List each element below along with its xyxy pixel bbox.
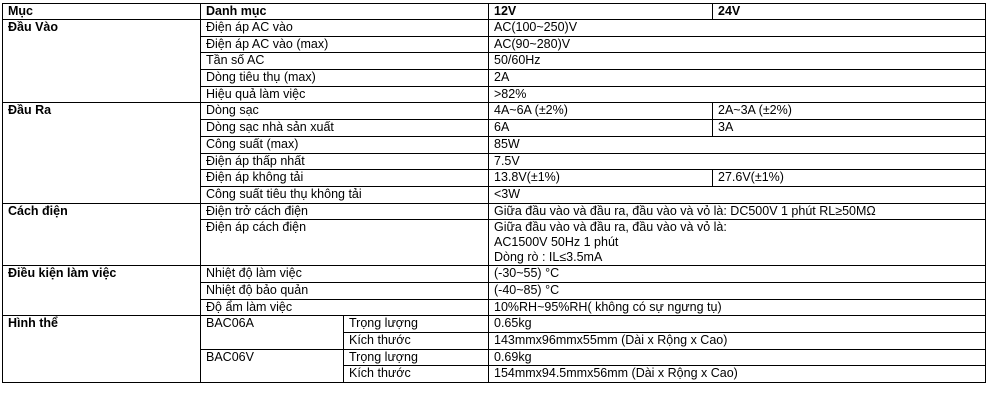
item-label: Điện áp không tải [201,170,489,187]
item-value: 85W [489,136,986,153]
table-row [3,20,986,37]
group-dieu-kien: Điều kiện làm việc [3,266,201,316]
item-label: Công suất (max) [201,136,489,153]
value-24v: 2A~3A (±2%) [713,103,986,120]
item-label: Trọng lượng [344,316,489,333]
item-label: Điện áp AC vào [201,20,489,37]
group-hinh-the: Hình thể [3,316,201,383]
item-value: 0.65kg [489,316,986,333]
item-value: 2A [489,70,986,87]
item-value-multiline [489,220,986,266]
table-row [3,266,986,283]
item-value: 154mmx94.5mmx56mm (Dài x Rộng x Cao) [489,366,986,383]
item-value: 50/60Hz [489,53,986,70]
item-label: Kích thước [344,366,489,383]
spec-table [2,3,986,383]
item-value: 10%RH~95%RH( không có sự ngưng tụ) [489,299,986,316]
item-value: 7.5V [489,153,986,170]
item-label: Kích thước [344,333,489,350]
group-dau-ra: Đầu Ra [3,103,201,203]
item-label: Điện trở cách điện [201,203,489,220]
item-label: Tần số AC [201,53,489,70]
item-label: Điện áp thấp nhất [201,153,489,170]
item-value: (-30~55) °C [489,266,986,283]
value-line: Dòng rò : IL≤3.5mA [494,250,603,265]
group-dau-vao: Đầu Vào [3,20,201,103]
group-cach-dien: Cách điện [3,203,201,266]
table-row [3,203,986,220]
value-12v: 4A~6A (±2%) [489,103,713,120]
value-line: Giữa đầu vào và đầu ra, đầu vào và vỏ là: [494,220,727,235]
value-line: AC1500V 50Hz 1 phút [494,235,619,250]
value-12v: 13.8V(±1%) [489,170,713,187]
item-label: Điện áp cách điện [201,220,489,266]
item-value: Giữa đầu vào và đầu ra, đầu vào và vỏ là: DC500V 1 phút RL≥50MΩ [489,203,986,220]
item-label: Nhiệt độ làm việc [201,266,489,283]
item-label: Trọng lượng [344,349,489,366]
header-row [3,4,986,20]
item-label: Hiệu quả làm việc [201,86,489,103]
model-bac06v: BAC06V [201,349,344,382]
value-12v: 6A [489,120,713,137]
item-value: AC(90~280)V [489,36,986,53]
item-value: (-40~85) °C [489,282,986,299]
item-label: Độ ẩm làm việc [201,299,489,316]
table-row [3,103,986,120]
model-bac06a: BAC06A [201,316,344,349]
header-danh-muc: Danh mục [201,4,489,20]
item-label: Công suất tiêu thụ không tải [201,186,489,203]
header-12v: 12V [489,4,713,20]
header-muc: Mục [3,4,201,20]
item-value: 143mmx96mmx55mm (Dài x Rộng x Cao) [489,333,986,350]
header-24v: 24V [713,4,986,20]
item-value: AC(100~250)V [489,20,986,37]
item-label: Dòng sạc nhà sản xuất [201,120,489,137]
value-24v: 3A [713,120,986,137]
item-label: Dòng tiêu thụ (max) [201,70,489,87]
item-value: 0.69kg [489,349,986,366]
item-label: Điện áp AC vào (max) [201,36,489,53]
item-value: <3W [489,186,986,203]
item-label: Dòng sạc [201,103,489,120]
item-value: >82% [489,86,986,103]
value-24v: 27.6V(±1%) [713,170,986,187]
table-row [3,316,986,333]
item-label: Nhiệt độ bảo quản [201,282,489,299]
